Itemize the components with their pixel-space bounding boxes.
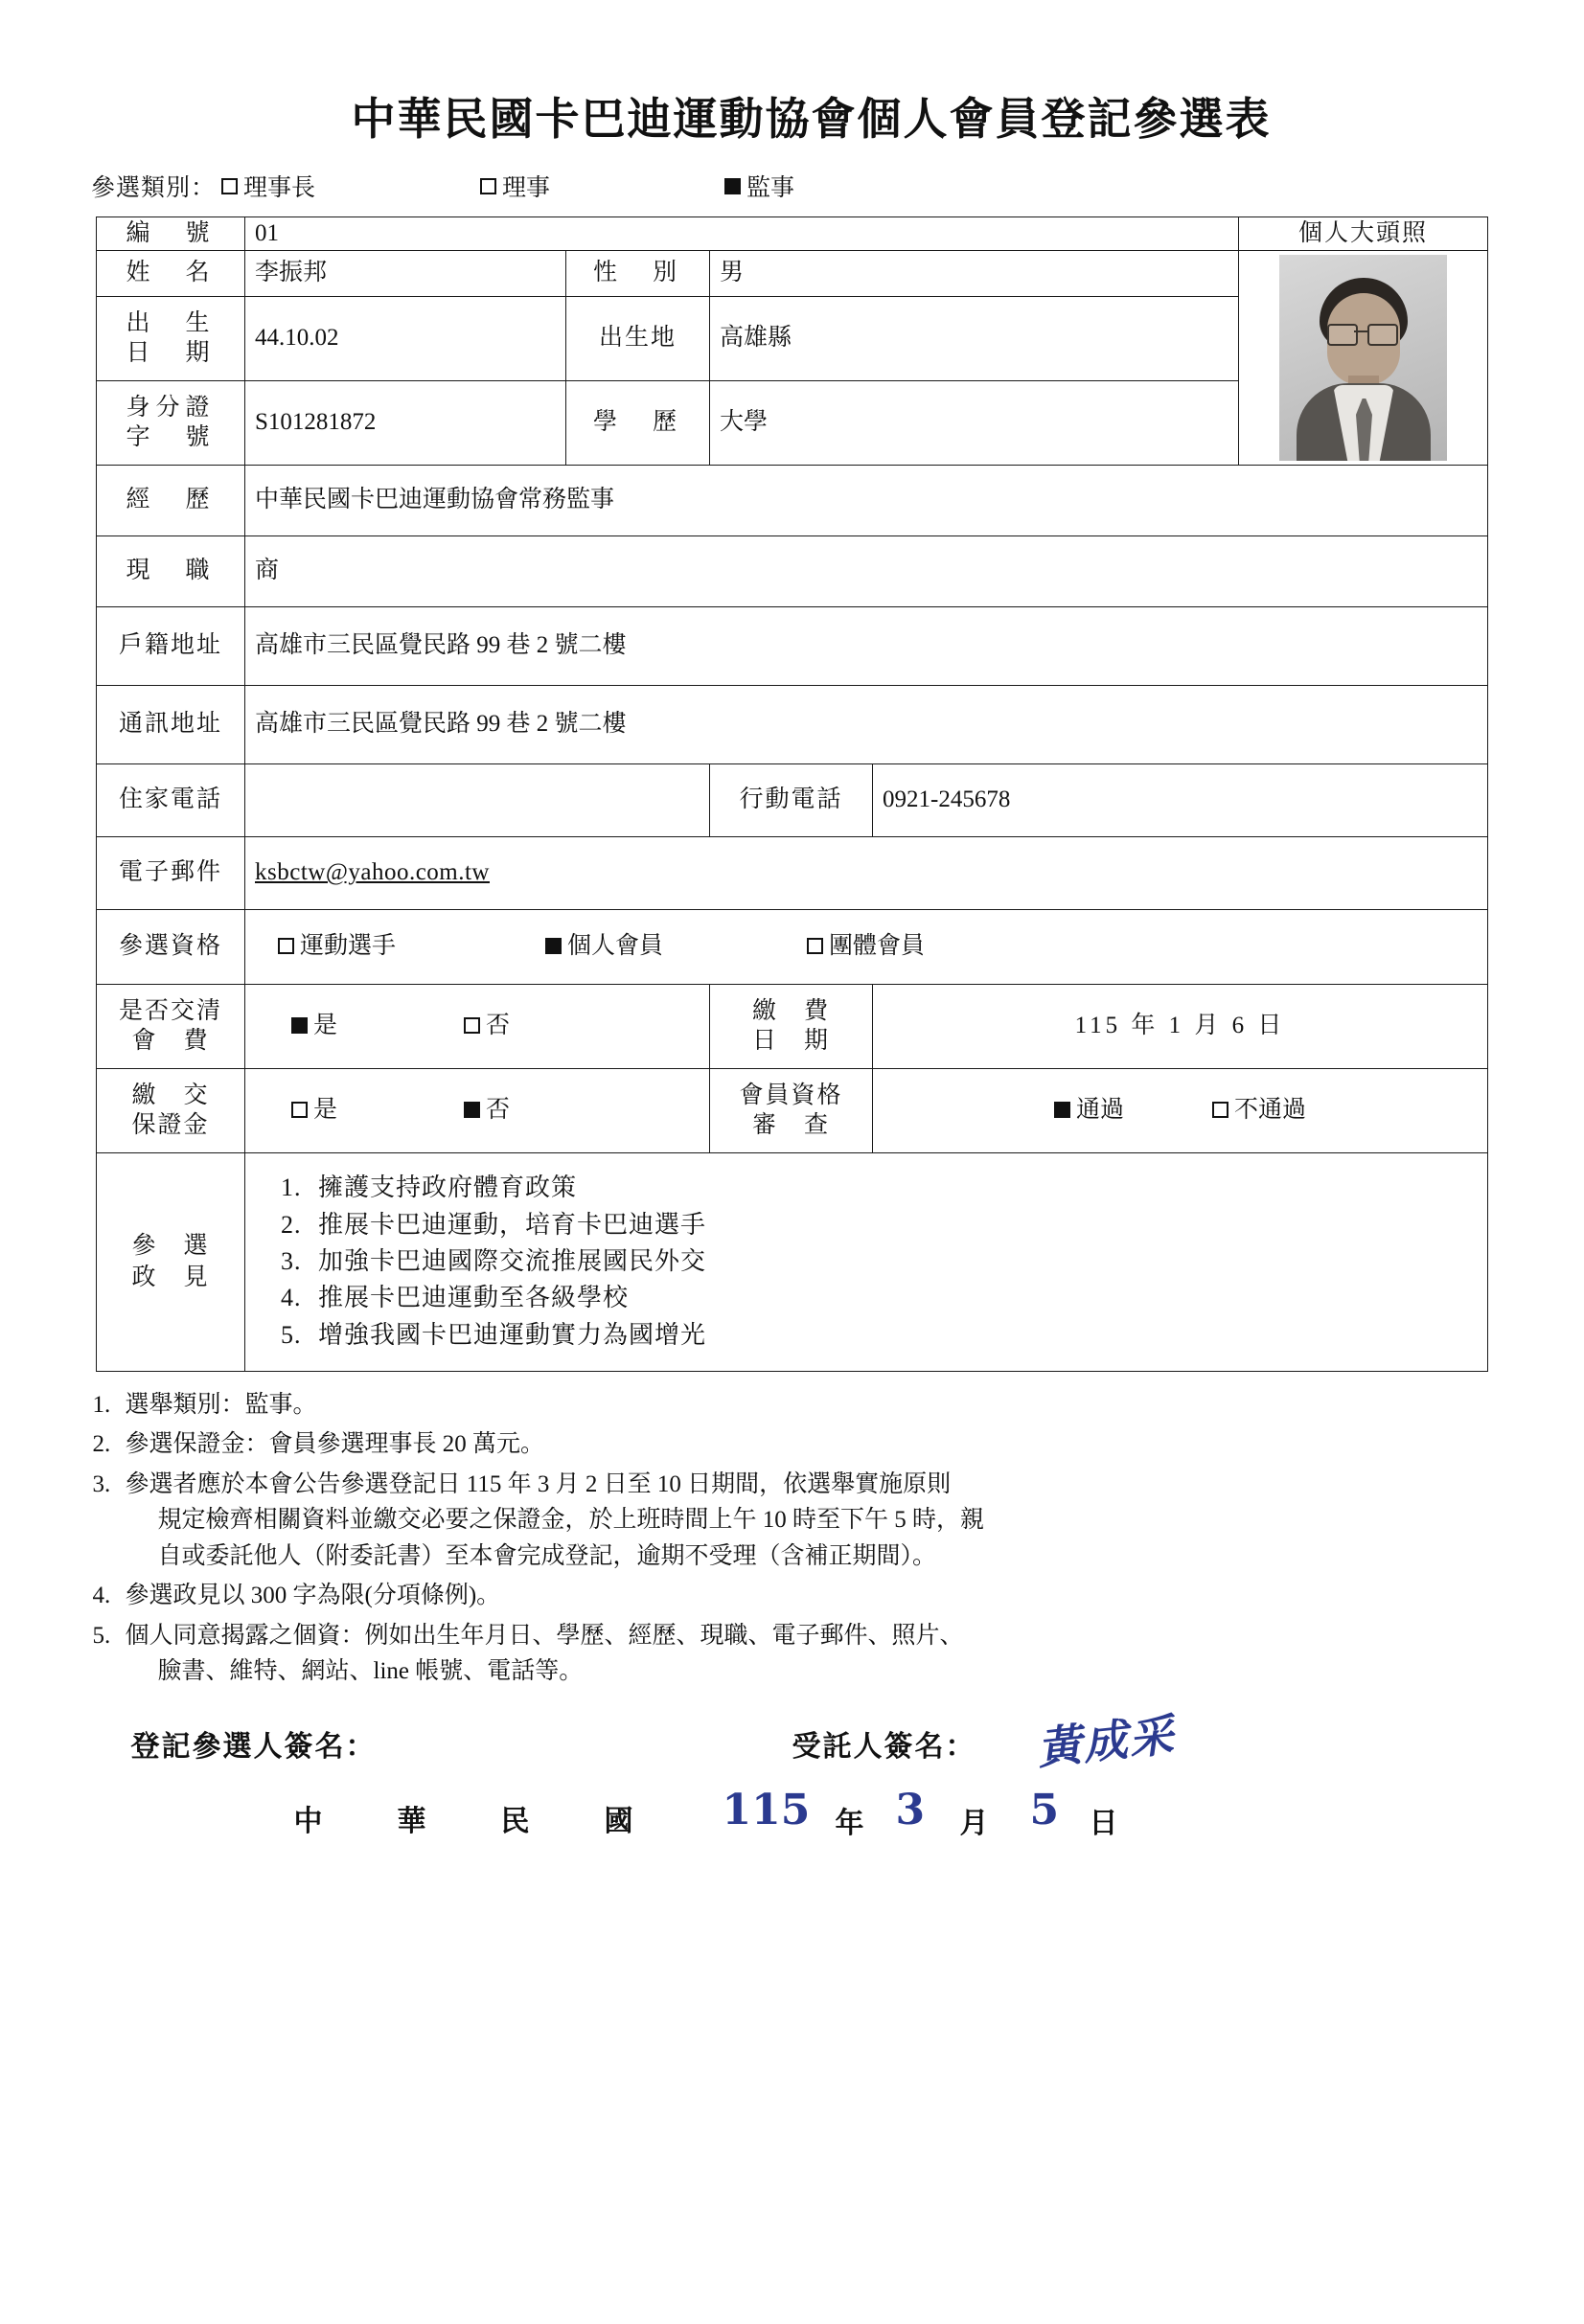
- fee-paid-yes-label: 是: [313, 1013, 338, 1039]
- birth-value[interactable]: 44.10.02: [245, 296, 566, 380]
- photo-glasses-bridge: [1354, 330, 1367, 333]
- email-cell[interactable]: [245, 836, 1488, 909]
- photo-glasses-right: [1367, 324, 1398, 346]
- list-item: 2. 推展卡巴迪運動，培育卡巴迪選手: [309, 1207, 1478, 1243]
- month-handwriting: 3: [895, 1785, 926, 1834]
- platform-cell: [245, 1152, 1488, 1371]
- deposit-cell: [245, 1068, 710, 1152]
- gender-label: 性 別: [566, 250, 710, 296]
- qualification-option-individual-label: 個人會員: [567, 933, 664, 960]
- note-item: [93, 1578, 1492, 1614]
- table-row: [97, 763, 1488, 836]
- table-row: [97, 984, 1488, 1068]
- payment-date-label: [710, 984, 873, 1068]
- category-option-supervisor[interactable]: [724, 169, 794, 203]
- fee-paid-no-label: 否: [486, 1013, 511, 1039]
- serial-label: 編 號: [97, 217, 245, 251]
- note-line: 參選者應於本會公告參選登記日 115 年 3 月 2 日至 10 日期間，依選舉實施原則: [125, 1470, 952, 1497]
- education-value[interactable]: 大學: [710, 380, 1239, 465]
- qualification-label: 參選資格: [97, 909, 245, 984]
- note-line: 臉書、維特、網站、line 帳號、電話等。: [157, 1658, 584, 1685]
- note-number: 1.: [92, 1391, 111, 1418]
- category-option-chairman-label: 理事長: [243, 175, 316, 201]
- photo-cell: [1239, 250, 1488, 465]
- household-address-value[interactable]: 高雄市三民區覺民路 99 巷 2 號二樓: [245, 606, 1488, 685]
- qualification-option-individual[interactable]: [545, 930, 663, 963]
- qualification-option-group[interactable]: [807, 930, 925, 963]
- deposit-no[interactable]: [464, 1094, 510, 1127]
- deposit-label-line2: 保證金: [131, 1112, 210, 1139]
- deposit-label-line1: 繳 交: [131, 1082, 210, 1108]
- table-row: [97, 836, 1488, 909]
- review-label: [710, 1068, 873, 1152]
- category-option-chairman[interactable]: [221, 169, 315, 203]
- checkbox-deposit-yes[interactable]: [291, 1102, 308, 1118]
- id-label-line2: 字 號: [126, 424, 216, 451]
- birth-label-line2: 日 期: [126, 340, 216, 367]
- platform-label-line2: 政 見: [131, 1265, 210, 1291]
- gender-value[interactable]: 男: [710, 250, 1239, 296]
- note-line: 規定檢齊相關資料並繳交必要之保證金，於上班時間上午 10 時至下午 5 時，親: [157, 1507, 985, 1534]
- household-address-label: 戶籍地址: [97, 606, 245, 685]
- category-option-director[interactable]: [480, 169, 550, 203]
- email-label: 電子郵件: [97, 836, 245, 909]
- payment-date-value[interactable]: 115 年 1 月 6 日: [873, 984, 1488, 1068]
- category-label: 參選類別：: [91, 175, 217, 201]
- current-job-value[interactable]: 商: [245, 535, 1488, 606]
- birth-label-line1: 出 生: [126, 310, 216, 337]
- table-row: [97, 465, 1488, 535]
- checkbox-fee-no[interactable]: [464, 1017, 480, 1034]
- table-row: [97, 606, 1488, 685]
- id-label: [97, 380, 245, 465]
- category-option-director-label: 理事: [502, 175, 551, 201]
- table-row: [97, 685, 1488, 763]
- note-item: [93, 1387, 1492, 1424]
- registration-table: [96, 216, 1488, 1372]
- mailing-address-label: 通訊地址: [97, 685, 245, 763]
- payment-date-label-line1: 繳 費: [751, 998, 830, 1024]
- checkbox-fee-yes[interactable]: [291, 1017, 308, 1034]
- qualification-options: [255, 930, 1478, 963]
- birthplace-label: 出生地: [566, 296, 710, 380]
- agent-signature-handwriting: 黃成采: [1034, 1708, 1178, 1775]
- note-item: [93, 1467, 1492, 1575]
- serial-value[interactable]: 01: [245, 217, 1239, 251]
- checkbox-supervisor[interactable]: [724, 178, 741, 194]
- table-row: [97, 909, 1488, 984]
- id-label-line1: 身分證: [126, 395, 216, 422]
- fee-paid-no[interactable]: [464, 1010, 510, 1042]
- checkbox-athlete[interactable]: [278, 938, 294, 954]
- review-cell: [873, 1068, 1488, 1152]
- table-row: [97, 250, 1488, 296]
- note-line: 個人同意揭露之個資：例如出生年月日、學歷、經歷、現職、電子郵件、照片、: [125, 1622, 964, 1649]
- experience-label: 經 歷: [97, 465, 245, 535]
- list-item: 4. 推展卡巴迪運動至各級學校: [309, 1280, 1478, 1316]
- platform-label: [97, 1152, 245, 1371]
- platform-list: [255, 1170, 1478, 1354]
- deposit-label: [97, 1068, 245, 1152]
- notes-section: [93, 1387, 1492, 1690]
- day-unit-label: 日: [1089, 1807, 1118, 1839]
- page-title: 中華民國卡巴迪運動協會個人會員登記參選表: [351, 95, 1272, 144]
- fee-paid-label-line2: 會 費: [131, 1028, 210, 1055]
- fee-paid-cell: [245, 984, 710, 1068]
- note-text: 選舉類別：監事。: [125, 1391, 317, 1418]
- note-item: [93, 1618, 1492, 1690]
- deposit-yes[interactable]: [291, 1094, 337, 1127]
- qualification-option-group-label: 團體會員: [829, 933, 926, 960]
- qualification-cell: [245, 909, 1488, 984]
- list-item: 1. 擁護支持政府體育政策: [309, 1170, 1478, 1206]
- fee-paid-options: [255, 1010, 700, 1042]
- month-unit-label: 月: [959, 1807, 989, 1839]
- table-row: [97, 217, 1488, 251]
- fee-paid-label-line1: 是否交清: [118, 998, 222, 1024]
- birth-label: [97, 296, 245, 380]
- fee-paid-yes[interactable]: [291, 1010, 337, 1042]
- platform-label-line1: 參 選: [131, 1232, 210, 1259]
- note-number: 2.: [92, 1431, 111, 1458]
- category-option-supervisor-label: 監事: [746, 175, 795, 201]
- date-row: [93, 1785, 1492, 1855]
- review-label-line2: 審 查: [751, 1112, 830, 1139]
- experience-value[interactable]: 中華民國卡巴迪運動協會常務監事: [245, 465, 1488, 535]
- checkbox-review-fail[interactable]: [1212, 1102, 1228, 1118]
- home-phone-value[interactable]: [245, 763, 710, 836]
- photo-glasses-left: [1327, 324, 1358, 346]
- list-item: 3. 加強卡巴迪國際交流推展國民外交: [309, 1243, 1478, 1280]
- checkbox-deposit-no[interactable]: [464, 1102, 480, 1118]
- year-unit-label: 年: [835, 1807, 864, 1839]
- checkbox-group-member[interactable]: [807, 938, 823, 954]
- review-fail[interactable]: [1212, 1094, 1306, 1127]
- review-pass-label: 通過: [1075, 1097, 1124, 1124]
- id-value[interactable]: S101281872: [245, 380, 566, 465]
- note-number: 5.: [92, 1622, 111, 1649]
- deposit-options: [255, 1094, 700, 1127]
- checkbox-director[interactable]: [480, 178, 496, 194]
- note-item: [93, 1426, 1492, 1463]
- fee-paid-label: [97, 984, 245, 1068]
- table-row: [97, 535, 1488, 606]
- note-text: [126, 1618, 1492, 1690]
- deposit-yes-label: 是: [313, 1097, 338, 1124]
- qualification-option-athlete[interactable]: [278, 930, 396, 963]
- home-phone-label: 住家電話: [97, 763, 245, 836]
- portrait-photo: [1279, 255, 1447, 461]
- candidate-signature-label: 登記參選人簽名：: [130, 1730, 377, 1763]
- table-row: [97, 1068, 1488, 1152]
- note-line: 自或委託他人（附委託書）至本會完成登記，逾期不受理（含補正期間）。: [157, 1542, 937, 1569]
- review-options: [883, 1094, 1478, 1127]
- note-text: [126, 1467, 1492, 1575]
- note-text: 參選保證金：會員參選理事長 20 萬元。: [125, 1431, 545, 1458]
- year-handwriting: 115: [722, 1785, 811, 1834]
- mobile-value[interactable]: 0921-245678: [873, 763, 1488, 836]
- note-number: 3.: [92, 1470, 111, 1497]
- photo-label: 個人大頭照: [1239, 217, 1488, 251]
- qualification-option-athlete-label: 運動選手: [300, 933, 397, 960]
- education-label: 學 歷: [566, 380, 710, 465]
- review-label-line1: 會員資格: [739, 1082, 843, 1108]
- current-job-label: 現 職: [97, 535, 245, 606]
- mailing-address-value[interactable]: 高雄市三民區覺民路 99 巷 2 號二樓: [245, 685, 1488, 763]
- checkbox-chairman[interactable]: [221, 178, 238, 194]
- name-value[interactable]: 李振邦: [245, 250, 566, 296]
- roc-era-label: 中 華 民 國: [293, 1805, 656, 1837]
- day-handwriting: 5: [1029, 1785, 1060, 1834]
- signature-row: [93, 1708, 1492, 1780]
- deposit-no-label: 否: [486, 1097, 511, 1124]
- review-pass[interactable]: [1054, 1094, 1124, 1127]
- note-number: 4.: [92, 1583, 111, 1609]
- name-label: 姓 名: [97, 250, 245, 296]
- table-row: [97, 1152, 1488, 1371]
- payment-date-label-line2: 日 期: [751, 1028, 830, 1055]
- email-value[interactable]: ksbctw@yahoo.com.tw: [255, 859, 490, 886]
- birthplace-value[interactable]: 高雄縣: [710, 296, 1239, 380]
- list-item: 5. 增強我國卡巴迪運動實力為國增光: [309, 1317, 1478, 1354]
- review-fail-label: 不通過: [1234, 1097, 1307, 1124]
- category-row: [91, 169, 1584, 203]
- checkbox-individual-member[interactable]: [545, 938, 562, 954]
- note-text: 參選政見以 300 字為限(分項條例)。: [125, 1583, 501, 1609]
- checkbox-review-pass[interactable]: [1054, 1102, 1070, 1118]
- agent-signature-label: 受託人簽名：: [792, 1730, 976, 1763]
- form-page: [0, 84, 1584, 2324]
- mobile-label: 行動電話: [710, 763, 873, 836]
